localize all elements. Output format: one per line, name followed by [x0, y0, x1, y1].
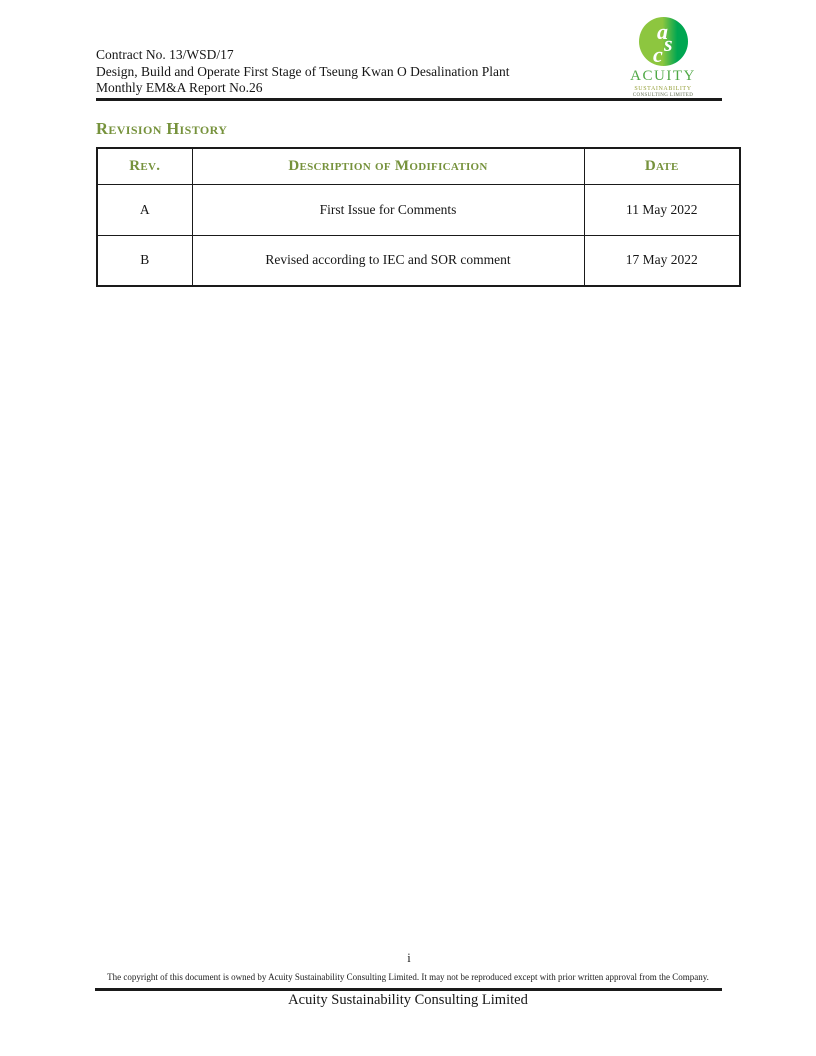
- logo-monogram-a: a: [656, 19, 668, 44]
- rev-cell: B: [97, 235, 192, 286]
- header-contract-line: Contract No. 13/WSD/17: [96, 47, 234, 62]
- footer-company-name: Acuity Sustainability Consulting Limited: [288, 992, 528, 1008]
- company-logo: [613, 16, 713, 99]
- logo-monogram-c: c: [652, 42, 663, 67]
- header-report-line: Monthly EM&A Report No.26: [96, 80, 263, 95]
- document-header: [96, 47, 626, 97]
- logo-tagline: CONSULTING LIMITED: [632, 93, 694, 99]
- table-header-row: [97, 148, 740, 184]
- copyright-notice: The copyright of this document is owned by Acuity Sustainability Consulting Limited. It may not be reproduced except with prior written approval from the Company.: [107, 972, 709, 982]
- page-number: i: [407, 951, 411, 965]
- logo-monogram-s: s: [663, 31, 673, 56]
- description-cell: Revised according to IEC and SOR comment: [192, 235, 584, 286]
- date-column-header: Date: [584, 148, 740, 184]
- footer-divider-rule: [95, 988, 722, 991]
- table-row: [97, 235, 740, 286]
- header-project-line: Design, Build and Operate First Stage of Tseung Kwan O Desalination Plant: [96, 63, 510, 79]
- header-divider-rule: [96, 98, 722, 101]
- table-row: [97, 184, 740, 235]
- revision-history-table: [96, 147, 741, 287]
- logo-circle-icon: [638, 16, 689, 67]
- logo-subtitle: SUSTAINABILITY: [634, 85, 692, 92]
- description-cell: First Issue for Comments: [192, 184, 584, 235]
- revision-history-title: Revision History: [96, 119, 228, 138]
- logo-company-name: ACUITY: [630, 68, 696, 84]
- rev-column-header: Rev.: [97, 148, 192, 184]
- rev-cell: A: [97, 184, 192, 235]
- date-cell: 17 May 2022: [584, 235, 740, 286]
- description-column-header: Description of Modification: [192, 148, 584, 184]
- date-cell: 11 May 2022: [584, 184, 740, 235]
